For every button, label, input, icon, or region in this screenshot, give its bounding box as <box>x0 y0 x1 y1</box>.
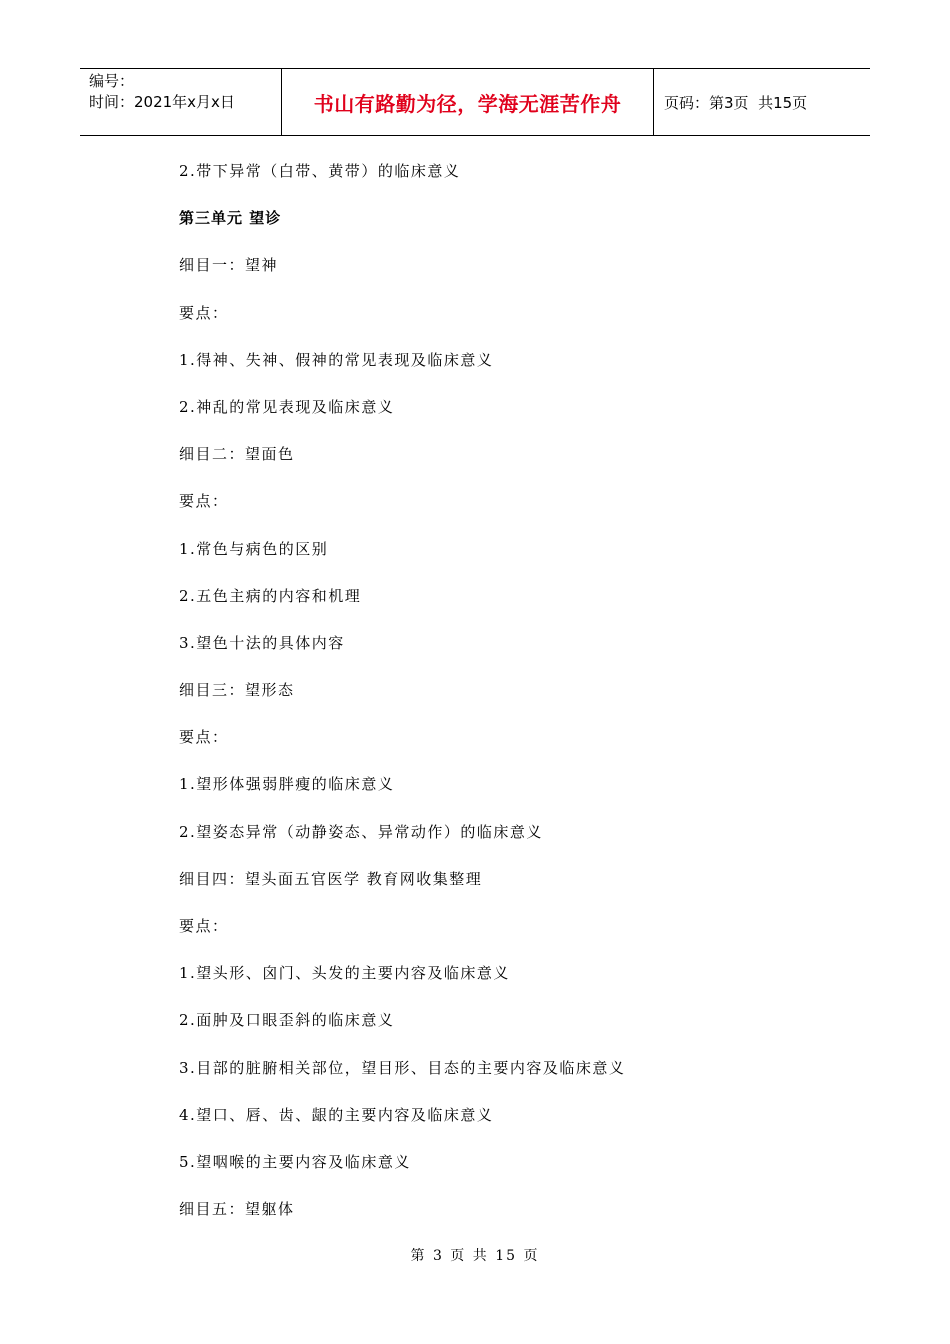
body-line: 3.望色十法的具体内容 <box>179 633 345 652</box>
body-line: 1.望头形、囟门、头发的主要内容及临床意义 <box>179 964 510 983</box>
body-line: 要点： <box>179 728 229 747</box>
body-line: 2.望姿态异常（动静姿态、异常动作）的临床意义 <box>179 822 543 841</box>
header-meta <box>80 69 282 135</box>
document-number-label: 编号： <box>89 72 135 90</box>
body-line: 1.常色与病色的区别 <box>179 539 329 558</box>
body-line: 2.面肿及口眼歪斜的临床意义 <box>179 1011 395 1030</box>
body-line: 要点： <box>179 492 229 511</box>
body-line: 细目一：望神 <box>179 256 279 275</box>
body-line: 2.五色主病的内容和机理 <box>179 586 362 605</box>
body-line: 要点： <box>179 303 229 322</box>
body-line: 2.带下异常（白带、黄带）的临床意义 <box>179 162 461 180</box>
body-line: 3.目部的脏腑相关部位，望目形、目态的主要内容及临床意义 <box>179 1058 626 1077</box>
body-line: 细目五：望躯体 <box>179 1200 295 1219</box>
body-line: 1.望形体强弱胖瘦的临床意义 <box>179 775 395 794</box>
body-line: 1.得神、失神、假神的常见表现及临床意义 <box>179 350 494 369</box>
document-date-label: 时间：2021年x月x日 <box>89 93 235 111</box>
section-heading: 第三单元 望诊 <box>179 209 282 228</box>
body-line: 2.神乱的常见表现及临床意义 <box>179 397 395 416</box>
body-line: 要点： <box>179 917 229 935</box>
body-line: 细目四：望头面五官医学 教育网收集整理 <box>179 869 483 888</box>
body-line: 5.望咽喉的主要内容及临床意义 <box>179 1152 411 1171</box>
document-body <box>179 151 859 1236</box>
page-footer: 第 3 页 共 15 页 <box>410 1248 540 1264</box>
body-line: 细目三：望形态 <box>179 681 295 700</box>
header-page-number: 页码：第3页 共15页 <box>664 93 808 112</box>
body-line: 4.望口、唇、齿、龈的主要内容及临床意义 <box>179 1105 494 1124</box>
body-line: 细目二：望面色 <box>179 445 295 464</box>
header-motto: 书山有路勤为径，学海无涯苦作舟 <box>282 69 654 135</box>
page-header <box>80 68 870 136</box>
